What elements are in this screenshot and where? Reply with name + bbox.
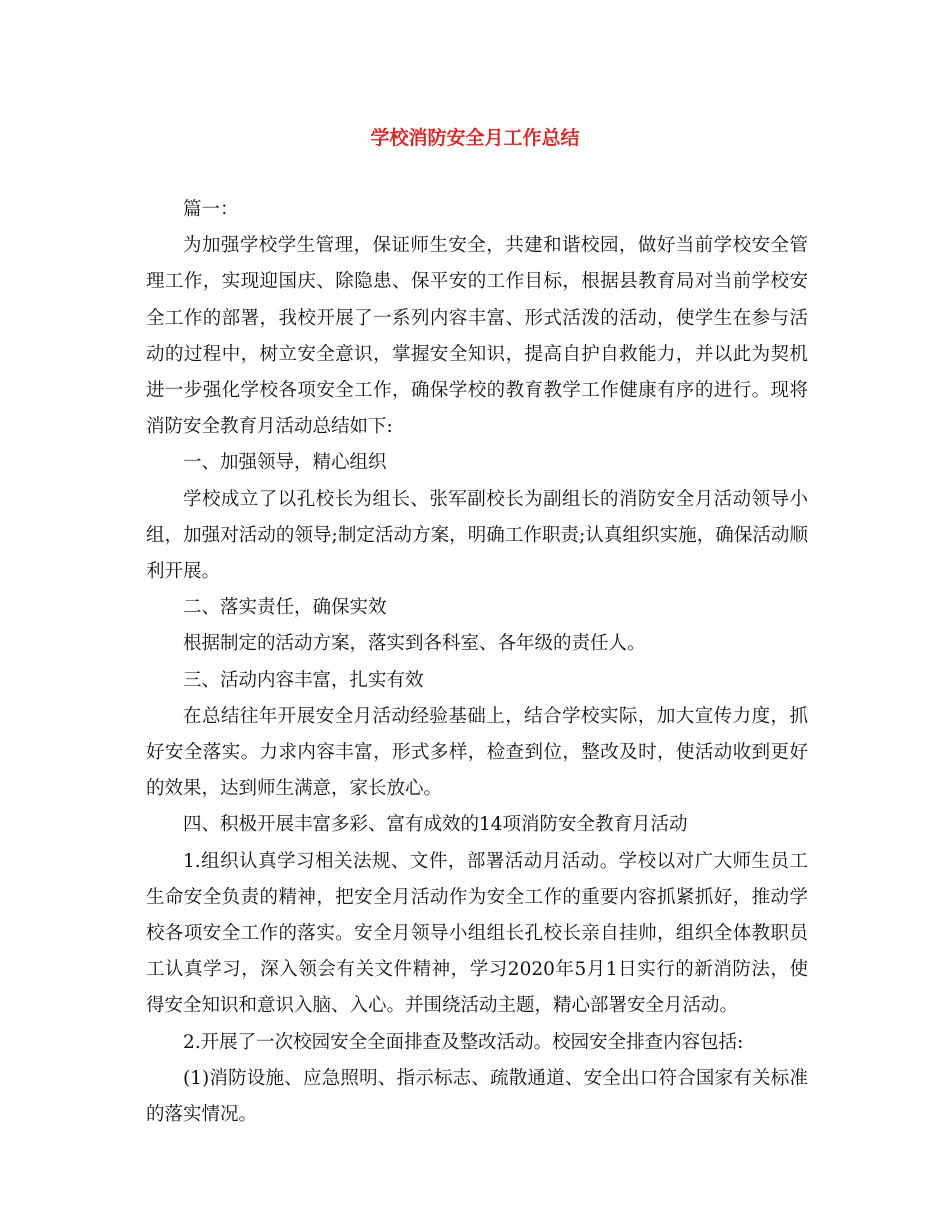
document-body	[146, 192, 808, 1133]
heading-section-3: 三、活动内容丰富，扎实有效	[183, 669, 424, 691]
heading-section-4: 四、积极开展丰富多彩、富有成效的14项消防安全教育月活动	[183, 814, 688, 836]
paragraph-section-label: 篇一：	[183, 199, 239, 220]
paragraph-subitem-1: (1)消防设施、应急照明、指示标志、疏散通道、安全出口符合国家有关标准的落实情况。	[146, 1067, 808, 1126]
heading-section-1: 一、加强领导，精心组织	[183, 452, 387, 474]
paragraph-section-1: 学校成立了以孔校长为组长、张军副校长为副组长的消防安全月活动领导小组，加强对活动的领导;制定活动方案，明确工作职责;认真组织实施，确保活动顺利开展。	[146, 488, 808, 583]
heading-section-2: 二、落实责任，确保实效	[183, 597, 387, 619]
paragraph-intro: 为加强学校学生管理，保证师生安全，共建和谐校园，做好当前学校安全管理工作，实现迎国庆、除隐患、保平安的工作目标，根据县教育局对当前学校安全工作的部署，我校开展了一系列内容丰富、形式活泼的活动，使学生在参与活动的过程中，树立安全意识，掌握安全知识，提高自护自救能力，并以此为契机进一步强化学校各项安全工作，确保学校的教育教学工作健康有序的进行。现将消防安全教育月活动总结如下:	[146, 235, 808, 438]
paragraph-section-3: 在总结往年开展安全月活动经验基础上，结合学校实际，加大宣传力度，抓好安全落实。力求内容丰富，形式多样，检查到位，整改及时，使活动收到更好的效果，达到师生满意，家长放心。	[146, 705, 808, 800]
document-title: 学校消防安全月工作总结	[370, 127, 580, 149]
paragraph-item-2: 2.开展了一次校园安全全面排查及整改活动。校园安全排查内容包括:	[183, 1031, 744, 1053]
paragraph-item-1: 1.组织认真学习相关法规、文件，部署活动月活动。学校以对广大师生员工生命安全负责的精神，把安全月活动作为安全工作的重要内容抓紧抓好，推动学校各项安全工作的落实。安全月领导小组组长孔校长亲自挂帅，组织全体教职员工认真学习，深入领会有关文件精神，学习2020年5月1日实行的新消防法，使得安全知识和意识入脑、入心。并围绕活动主题，精心部署安全月活动。	[146, 850, 808, 1017]
paragraph-section-2: 根据制定的活动方案，落实到各科室、各年级的责任人。	[183, 633, 646, 655]
